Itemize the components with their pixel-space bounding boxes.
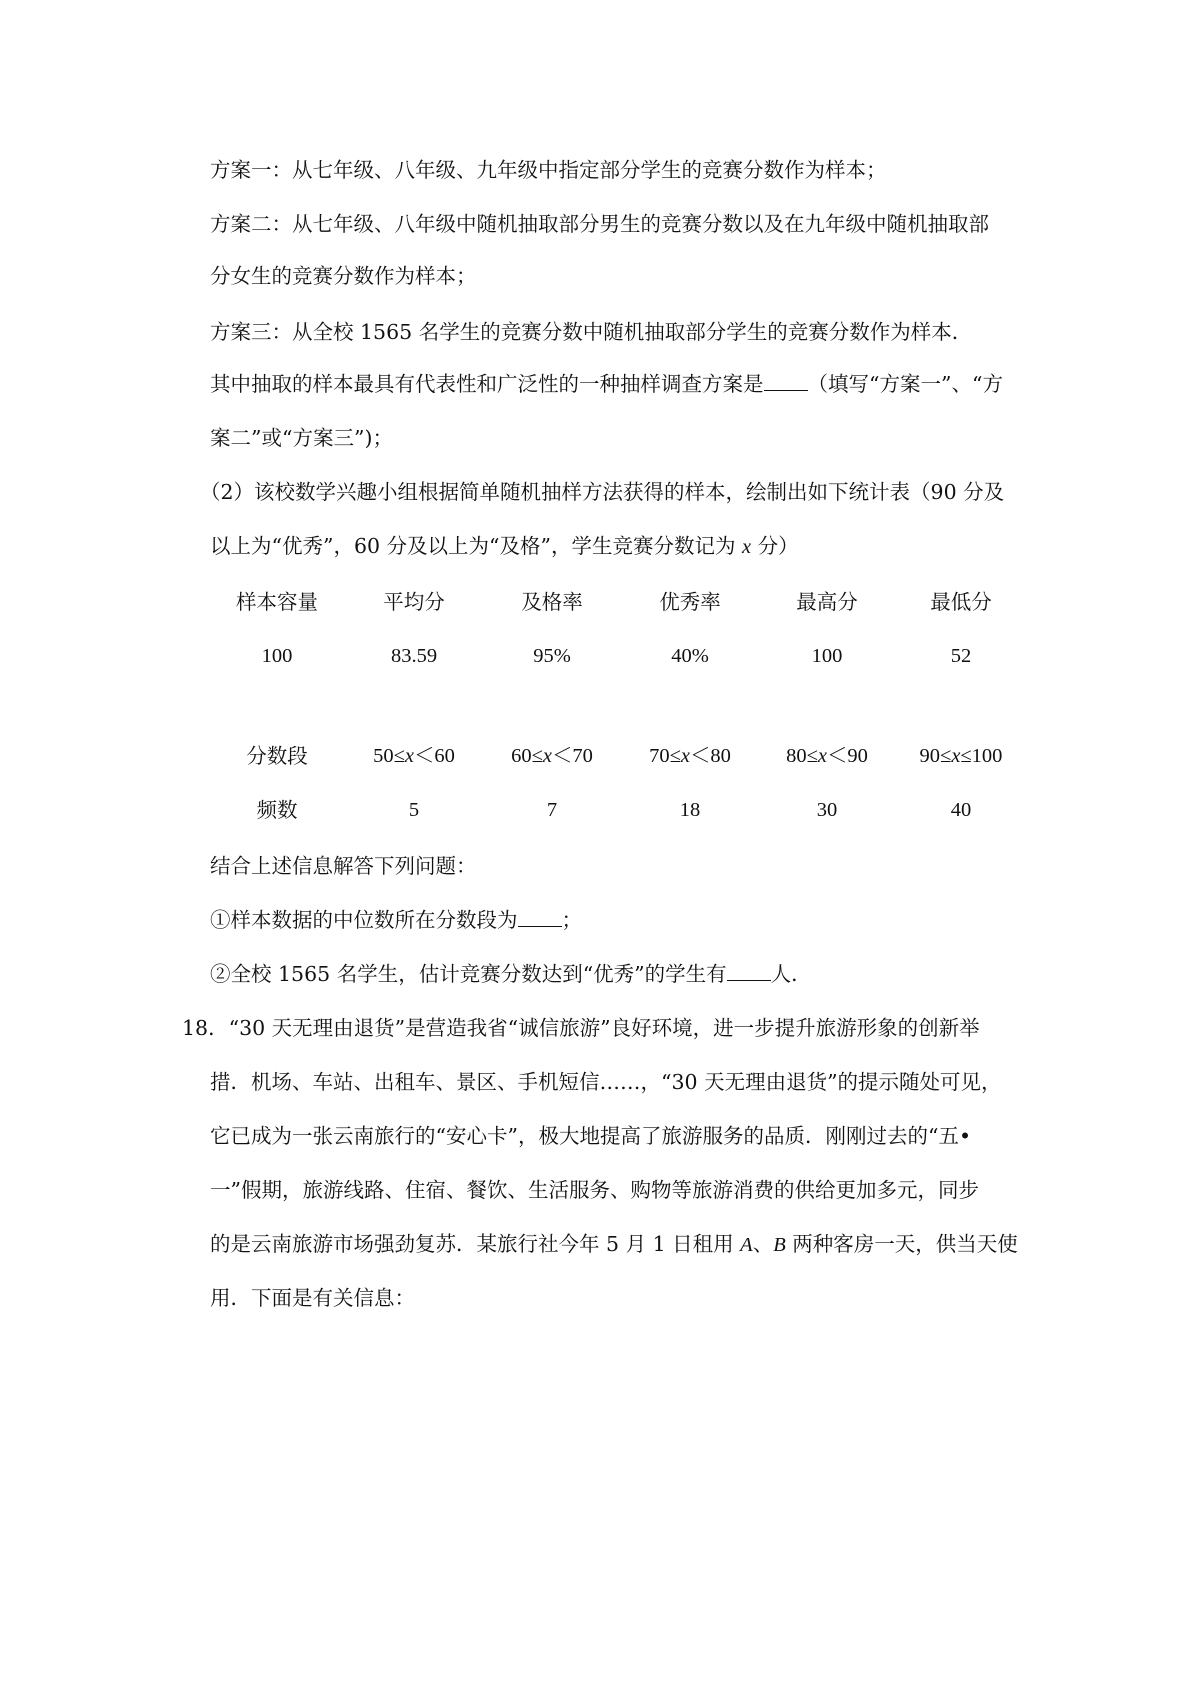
plan-two-text-line1: 方案二：从七年级、八年级中随机抽取部分男生的竞赛分数以及在九年级中随机抽取部 bbox=[210, 212, 989, 236]
question-one-hint: （填写“方案一”、“方 bbox=[807, 372, 1003, 396]
question-two-line1: （2）该校数学兴趣小组根据简单随机抽样方法获得的样本，绘制出如下统计表（90 分及 bbox=[200, 480, 1005, 504]
question-two-line2 bbox=[210, 532, 1030, 561]
question-one-line1 bbox=[210, 370, 1030, 398]
freq-count-3: 18 bbox=[679, 799, 701, 821]
plan-one-text: 方案一：从七年级、八年级、九年级中指定部分学生的竞赛分数作为样本； bbox=[210, 158, 887, 182]
stats-header-sample-size: 样本容量 bbox=[236, 590, 318, 614]
freq-range-2: 60≤x＜70 bbox=[511, 745, 593, 767]
problem-18-line1: 18．“30 天无理由退货”是营造我省“诚信旅游”良好环境，进一步提升旅游形象的创新举 bbox=[182, 1016, 980, 1040]
answer-blank-median bbox=[518, 908, 562, 927]
stats-header-mean: 平均分 bbox=[383, 590, 445, 614]
question-two-unit: 分） bbox=[751, 534, 799, 558]
problem-18-line4: 一”假期，旅游线路、住宿、餐饮、生活服务、购物等旅游消费的供给更加多元，同步 bbox=[210, 1178, 979, 1202]
stats-value-mean: 83.59 bbox=[390, 645, 438, 667]
answer-blank-excellent-count bbox=[727, 962, 771, 981]
combine-instruction: 结合上述信息解答下列问题： bbox=[210, 854, 477, 878]
freq-row-label: 频数 bbox=[256, 798, 298, 822]
stats-value-excellent-rate: 40% bbox=[671, 645, 709, 667]
question-one-line2: 案二”或“方案三”)； bbox=[210, 426, 393, 450]
room-type-b: B bbox=[773, 1234, 786, 1256]
freq-count-1: 5 bbox=[408, 799, 420, 821]
stats-header-min: 最低分 bbox=[930, 590, 992, 614]
room-type-a: A bbox=[740, 1234, 753, 1256]
sub-question-two-end: 人． bbox=[770, 962, 812, 986]
stats-header-excellent-rate: 优秀率 bbox=[659, 590, 721, 614]
stats-value-min: 52 bbox=[950, 645, 972, 667]
stats-value-sample-size: 100 bbox=[261, 645, 293, 667]
sub-question-one bbox=[210, 906, 1030, 934]
problem-18-line2: 措．机场、车站、出租车、景区、手机短信……，“30 天无理由退货”的提示随处可见， bbox=[210, 1070, 1002, 1094]
sub-question-two bbox=[210, 960, 1030, 988]
freq-range-5: 90≤x≤100 bbox=[919, 745, 1003, 767]
freq-range-4: 80≤x＜90 bbox=[786, 745, 868, 767]
freq-count-2: 7 bbox=[546, 799, 558, 821]
freq-count-5: 40 bbox=[950, 799, 972, 821]
freq-count-4: 30 bbox=[816, 799, 838, 821]
plan-three-text: 方案三：从全校 1565 名学生的竞赛分数中随机抽取部分学生的竞赛分数作为样本． bbox=[210, 320, 973, 344]
problem-18-line5: 的是云南旅游市场强劲复苏．某旅行社今年 5 月 1 日租用 A、B 两种客房一天，供当天使 bbox=[210, 1232, 1018, 1256]
stats-value-max: 100 bbox=[811, 645, 843, 667]
variable-x: x bbox=[742, 536, 752, 558]
plan-two-text-line2: 分女生的竞赛分数作为样本； bbox=[210, 264, 477, 288]
sub-question-two-prompt: ②全校 1565 名学生，估计竞赛分数达到“优秀”的学生有 bbox=[210, 962, 727, 986]
stats-header-pass-rate: 及格率 bbox=[521, 590, 583, 614]
problem-18-line3: 它已成为一张云南旅行的“安心卡”，极大地提高了旅游服务的品质．刚刚过去的“五• bbox=[210, 1124, 972, 1148]
freq-range-3: 70≤x＜80 bbox=[649, 745, 731, 767]
freq-range-1: 50≤x＜60 bbox=[373, 745, 455, 767]
sub-question-one-end: ； bbox=[561, 908, 582, 932]
question-two-definition: 以上为“优秀”，60 分及以上为“及格”，学生竞赛分数记为 bbox=[210, 534, 743, 558]
problem-18-line6: 用．下面是有关信息： bbox=[210, 1286, 415, 1310]
question-one-prompt: 其中抽取的样本最具有代表性和广泛性的一种抽样调查方案是 bbox=[210, 372, 764, 396]
stats-value-pass-rate: 95% bbox=[533, 645, 571, 667]
freq-header-label: 分数段 bbox=[246, 744, 308, 768]
sub-question-one-prompt: ①样本数据的中位数所在分数段为 bbox=[210, 908, 518, 932]
answer-blank-plan bbox=[764, 372, 808, 391]
stats-header-max: 最高分 bbox=[796, 590, 858, 614]
